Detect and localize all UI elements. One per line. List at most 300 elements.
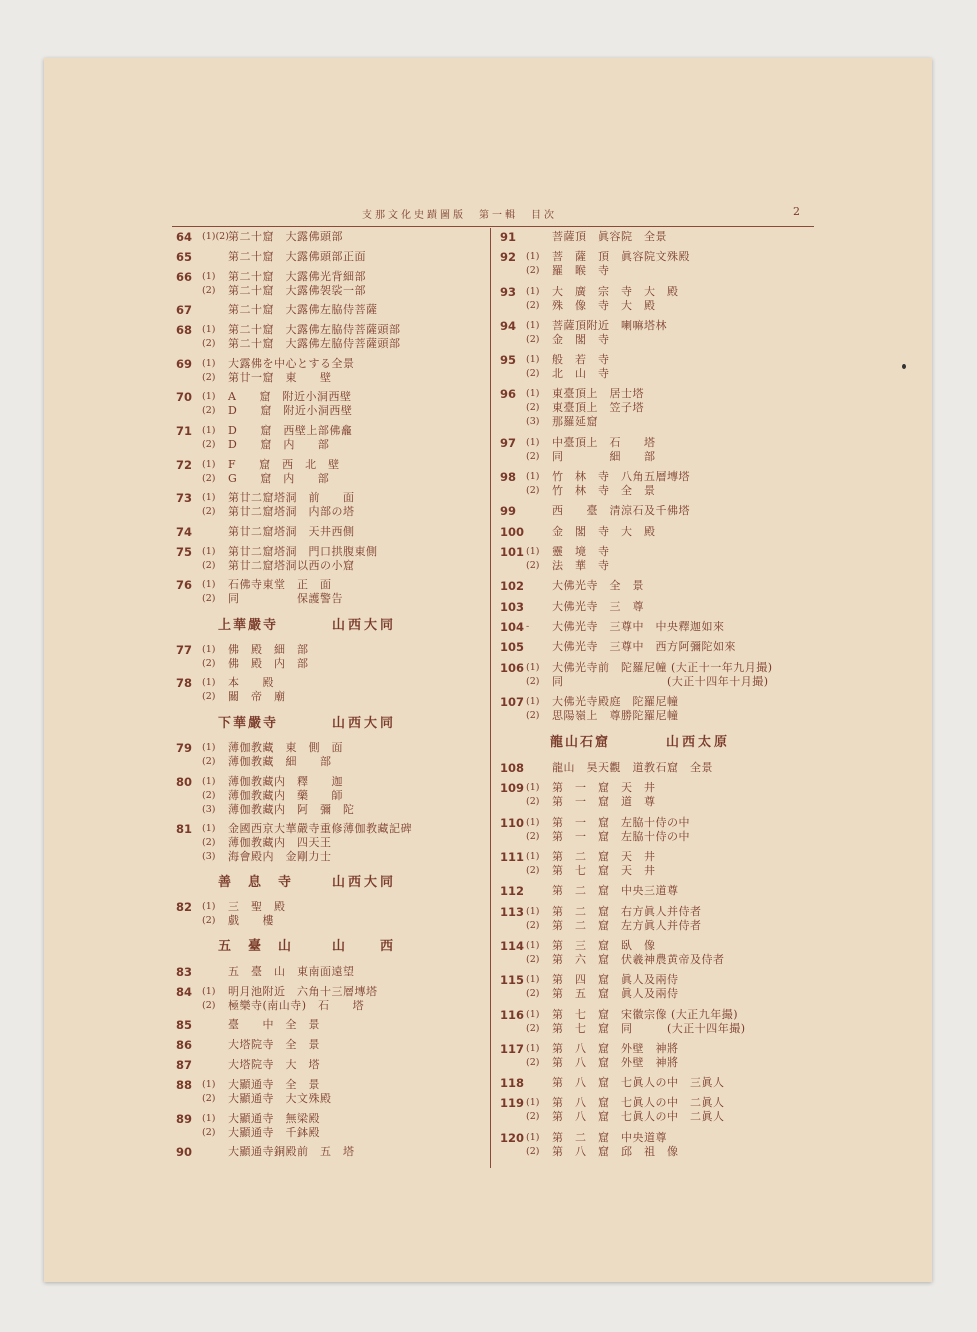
sub-index: (2) bbox=[202, 593, 216, 605]
column-divider bbox=[490, 228, 491, 1168]
sub-index: (2) bbox=[202, 657, 216, 669]
sub-index: (1) bbox=[202, 1078, 216, 1090]
catalogue-entry bbox=[172, 1112, 488, 1140]
plate-number: 109 bbox=[500, 781, 525, 796]
entry-text: 第 七 窟 宋徽宗像 (大正九年撮) bbox=[552, 1007, 739, 1021]
entry-text: 極樂寺(南山寺) 石 塔 bbox=[228, 998, 365, 1012]
catalogue-entry bbox=[496, 695, 816, 723]
entry-text: 大佛光寺 三 尊 bbox=[552, 599, 644, 613]
sub-index: (2) bbox=[202, 789, 216, 801]
sub-index: (1) bbox=[202, 357, 216, 369]
entry-text: 大塔院寺 大 塔 bbox=[228, 1058, 320, 1072]
entry-line bbox=[496, 919, 816, 933]
sub-index: (3) bbox=[202, 803, 216, 815]
entry-text: 薄伽教藏内 釋 迦 bbox=[228, 774, 343, 788]
sub-index: (3) bbox=[202, 850, 216, 862]
section-heading-name: 善 息 寺 bbox=[218, 874, 294, 890]
entry-line bbox=[172, 836, 488, 850]
section-heading bbox=[172, 937, 488, 957]
sub-index: (1) bbox=[202, 901, 216, 912]
entry-line bbox=[496, 1110, 816, 1124]
entry-line bbox=[496, 1008, 816, 1022]
sub-index: (2) bbox=[202, 691, 216, 703]
entry-text: 第 七 窟 天 井 bbox=[552, 864, 656, 878]
catalogue-entry bbox=[172, 1078, 488, 1106]
catalogue-entry bbox=[496, 781, 816, 809]
plate-number: 67 bbox=[176, 303, 193, 318]
entry-line bbox=[172, 472, 488, 486]
entry-text: 第 一 窟 道 尊 bbox=[552, 795, 656, 809]
sub-index: (2) bbox=[526, 830, 540, 842]
plate-number: 110 bbox=[500, 815, 525, 830]
entry-text: 第 一 窟 左脇十侍の中 bbox=[552, 829, 690, 843]
plate-number: 72 bbox=[176, 457, 193, 472]
entry-line bbox=[172, 1126, 488, 1140]
sub-index: (2) bbox=[526, 988, 540, 1000]
entry-line bbox=[172, 775, 488, 789]
plate-number: 73 bbox=[176, 491, 193, 506]
plate-number: 100 bbox=[500, 524, 525, 539]
entry-line bbox=[172, 1058, 488, 1072]
entry-text: 殊 像 寺 大 殿 bbox=[552, 298, 656, 312]
entry-line bbox=[172, 545, 488, 559]
entry-text: 第 五 窟 眞人及兩侍 bbox=[552, 987, 679, 1001]
plate-number: 111 bbox=[500, 850, 525, 865]
catalogue-entry bbox=[496, 545, 816, 573]
entry-line bbox=[496, 1131, 816, 1145]
sub-index: (2) bbox=[526, 1056, 540, 1068]
sub-index: (1) bbox=[526, 545, 540, 557]
entry-line bbox=[496, 401, 816, 415]
plate-number: 108 bbox=[500, 761, 525, 776]
entry-text: 第廿二窟塔洞 天井西側 bbox=[228, 524, 355, 538]
entry-text: 第二十窟 大露佛光背細部 bbox=[228, 269, 366, 283]
entry-line bbox=[496, 600, 816, 614]
sub-index: (1) bbox=[526, 696, 540, 708]
sub-index: (2) bbox=[526, 796, 540, 808]
plate-number: 66 bbox=[176, 269, 193, 284]
section-heading bbox=[172, 714, 488, 734]
entry-line bbox=[496, 640, 816, 654]
entry-line bbox=[172, 250, 488, 264]
entry-line bbox=[172, 676, 488, 690]
entry-line bbox=[172, 323, 488, 337]
sub-index: (1) bbox=[202, 1112, 216, 1124]
catalogue-entry bbox=[172, 230, 488, 244]
sub-index: (2) bbox=[526, 1111, 540, 1123]
entry-text: 西 臺 清涼石及千佛塔 bbox=[552, 504, 690, 518]
catalogue-entry bbox=[496, 525, 816, 539]
sub-index: (1) bbox=[202, 985, 216, 997]
entry-line bbox=[172, 999, 488, 1013]
catalogue-entry bbox=[496, 230, 816, 244]
plate-number: 104 bbox=[500, 619, 525, 634]
entry-line bbox=[172, 900, 488, 914]
entry-line bbox=[172, 789, 488, 803]
plate-number: 102 bbox=[500, 579, 525, 594]
sub-index: (1) bbox=[526, 388, 540, 400]
sub-index: (1) bbox=[202, 458, 216, 470]
entry-text: 第廿二窟塔洞 前 面 bbox=[228, 491, 355, 505]
entry-text: 薄伽教藏内 阿 彌 陀 bbox=[228, 802, 355, 816]
catalogue-entry bbox=[496, 504, 816, 518]
plate-number: 81 bbox=[176, 821, 193, 836]
plate-number: 97 bbox=[500, 435, 517, 450]
entry-text: 第 七 窟 同 (大正十四年撮) bbox=[552, 1021, 746, 1035]
entry-text: 第廿二窟塔洞 内部の塔 bbox=[228, 505, 355, 519]
entry-line bbox=[496, 230, 816, 244]
entry-text: 五 臺 山 東南面遠望 bbox=[228, 964, 355, 978]
section-heading-location: 山西大同 bbox=[332, 715, 397, 731]
entry-text: 第二十窟 大露佛左脇侍菩薩 bbox=[228, 303, 378, 317]
sub-index: (2) bbox=[202, 439, 216, 450]
entry-text: 本 殿 bbox=[228, 676, 274, 690]
entry-line bbox=[496, 973, 816, 987]
entry-line bbox=[496, 939, 816, 953]
entry-line bbox=[496, 319, 816, 333]
entry-text: 大塔院寺 全 景 bbox=[228, 1038, 320, 1052]
entry-line bbox=[496, 387, 816, 401]
entry-line bbox=[172, 755, 488, 769]
plate-number: 115 bbox=[500, 973, 525, 988]
sub-index: - bbox=[526, 620, 530, 632]
sub-index: (2) bbox=[202, 338, 216, 350]
entry-line bbox=[496, 545, 816, 559]
entry-text: 第廿二窟塔洞 門口拱腹東側 bbox=[228, 544, 378, 558]
sub-index: (2) bbox=[526, 559, 540, 571]
entry-text: 第二十窟 大露佛頭部 bbox=[228, 230, 343, 243]
plate-number: 94 bbox=[500, 318, 517, 333]
entry-line bbox=[496, 1056, 816, 1070]
entry-line bbox=[172, 965, 488, 979]
entry-text: 海會殿内 金剛力士 bbox=[228, 849, 332, 863]
plate-number: 84 bbox=[176, 984, 193, 999]
plate-number: 101 bbox=[500, 544, 525, 559]
entry-text: 北 山 寺 bbox=[552, 367, 610, 381]
entry-text: 大顯通寺 大文殊殿 bbox=[228, 1091, 332, 1105]
entry-text: 大佛光寺 三尊中 西方阿彌陀如來 bbox=[552, 640, 736, 654]
sub-index: (1) bbox=[526, 354, 540, 366]
plate-number: 65 bbox=[176, 249, 193, 264]
catalogue-entry bbox=[172, 1018, 488, 1032]
entry-line bbox=[172, 270, 488, 284]
entry-text: 竹 林 寺 八角五層塼塔 bbox=[552, 469, 690, 483]
catalogue-entry bbox=[172, 822, 488, 864]
sub-index: (1) bbox=[202, 391, 216, 403]
catalogue-entry bbox=[172, 1038, 488, 1052]
plate-number: 98 bbox=[500, 469, 517, 484]
sub-index: (1) bbox=[202, 677, 216, 689]
plate-number: 107 bbox=[500, 695, 525, 710]
sub-index: (2) bbox=[526, 919, 540, 931]
entry-line bbox=[496, 250, 816, 264]
sub-index: (1) bbox=[202, 545, 216, 557]
sub-index: (2) bbox=[526, 865, 540, 877]
sub-index: (1) bbox=[526, 661, 540, 673]
catalogue-entry bbox=[172, 270, 488, 298]
entry-line bbox=[496, 415, 816, 429]
entry-line bbox=[496, 830, 816, 844]
sub-index: (1) bbox=[526, 905, 540, 917]
entry-text: D 窟 西壁上部佛龕 bbox=[228, 424, 353, 437]
entry-line bbox=[172, 424, 488, 438]
entry-line bbox=[172, 390, 488, 404]
entry-text: 大 廣 宗 寺 大 殿 bbox=[552, 284, 679, 298]
entry-line bbox=[172, 337, 488, 351]
plate-number: 68 bbox=[176, 323, 193, 338]
catalogue-entry bbox=[172, 900, 488, 928]
entry-line bbox=[172, 1018, 488, 1032]
sub-index: (2) bbox=[526, 333, 540, 345]
entry-text: 同 保護警告 bbox=[228, 592, 343, 606]
entry-text: 第 八 窟 外壁 神將 bbox=[552, 1041, 679, 1055]
plate-number: 117 bbox=[500, 1041, 525, 1056]
entry-line bbox=[172, 525, 488, 539]
entry-line bbox=[172, 578, 488, 592]
catalogue-entry bbox=[496, 973, 816, 1001]
plate-number: 95 bbox=[500, 353, 517, 368]
entry-text: 中臺頂上 石 塔 bbox=[552, 435, 656, 449]
catalogue-entry bbox=[172, 676, 488, 704]
plate-number: 85 bbox=[176, 1018, 193, 1033]
entry-text: A 窟 附近小洞西壁 bbox=[228, 390, 352, 404]
catalogue-entry bbox=[496, 850, 816, 878]
sub-index: (1) bbox=[526, 1131, 540, 1143]
entry-line bbox=[496, 504, 816, 518]
plate-number: 114 bbox=[500, 938, 525, 953]
entry-line bbox=[172, 822, 488, 836]
catalogue-entry bbox=[496, 470, 816, 498]
catalogue-entry bbox=[172, 323, 488, 351]
page-header bbox=[172, 198, 814, 227]
entry-text: 大佛光寺 三尊中 中央釋迦如來 bbox=[552, 619, 725, 633]
entry-text: 大顯通寺銅殿前 五 塔 bbox=[228, 1145, 355, 1159]
entry-text: 大露佛を中心とする全景 bbox=[228, 356, 355, 370]
sub-index: (2) bbox=[526, 450, 540, 462]
entry-text: 龍山 昊天觀 道教石窟 全景 bbox=[552, 761, 713, 775]
sub-index: (2) bbox=[526, 1022, 540, 1034]
entry-text: 東臺頂上 居士塔 bbox=[552, 387, 644, 401]
sub-index: (1) bbox=[526, 851, 540, 863]
entry-line bbox=[172, 371, 488, 385]
sub-index: (1) bbox=[526, 285, 540, 297]
entry-line bbox=[172, 1145, 488, 1159]
catalogue-entry bbox=[496, 353, 816, 381]
entry-text: 薄伽教藏内 四天王 bbox=[228, 835, 332, 849]
entry-text: 第 二 窟 左方眞人并侍者 bbox=[552, 918, 702, 932]
entry-line bbox=[496, 884, 816, 898]
entry-line bbox=[172, 303, 488, 317]
entry-text: 金 閣 寺 大 殿 bbox=[552, 524, 656, 538]
entry-text: 金國西京大華嚴寺重修薄伽教藏記碑 bbox=[228, 821, 412, 835]
entry-line bbox=[496, 709, 816, 723]
entry-line bbox=[496, 450, 816, 464]
sub-index: (1) bbox=[202, 492, 216, 504]
entry-text: 第廿一窟 東 壁 bbox=[228, 370, 332, 384]
plate-number: 91 bbox=[500, 230, 517, 244]
plate-number: 93 bbox=[500, 284, 517, 299]
entry-line bbox=[172, 914, 488, 928]
entry-line bbox=[496, 816, 816, 830]
section-heading bbox=[172, 616, 488, 636]
entry-line bbox=[172, 690, 488, 704]
catalogue-entry bbox=[496, 1096, 816, 1124]
section-heading bbox=[172, 873, 488, 893]
entry-line bbox=[172, 643, 488, 657]
plate-number: 105 bbox=[500, 640, 525, 655]
section-heading-name: 五 臺 山 bbox=[218, 939, 294, 955]
plate-number: 76 bbox=[176, 578, 193, 593]
plate-number: 118 bbox=[500, 1076, 525, 1091]
entry-text: 第 六 窟 伏羲神農黄帝及侍者 bbox=[552, 952, 725, 966]
entry-text: D 窟 附近小洞西壁 bbox=[228, 404, 353, 418]
entry-line bbox=[172, 1078, 488, 1092]
catalogue-entry bbox=[496, 1042, 816, 1070]
entry-text: 法 華 寺 bbox=[552, 558, 610, 572]
entry-line bbox=[496, 333, 816, 347]
sub-index: (1) bbox=[202, 425, 216, 436]
sub-index: (1) bbox=[526, 470, 540, 482]
entry-text: 般 若 寺 bbox=[552, 353, 610, 367]
plate-number: 78 bbox=[176, 676, 193, 691]
entry-text: 大顯通寺 全 景 bbox=[228, 1077, 320, 1091]
sub-index: (2) bbox=[202, 371, 216, 383]
entry-line bbox=[496, 661, 816, 675]
entry-text: 第 四 窟 眞人及兩侍 bbox=[552, 973, 679, 987]
entry-line bbox=[496, 264, 816, 278]
entry-line bbox=[496, 579, 816, 593]
catalogue-entry bbox=[172, 250, 488, 264]
plate-number: 71 bbox=[176, 424, 193, 438]
entry-text: G 窟 内 部 bbox=[228, 471, 330, 485]
catalogue-entry bbox=[172, 525, 488, 539]
entry-line bbox=[172, 1092, 488, 1106]
plate-number: 96 bbox=[500, 387, 517, 402]
section-heading-name: 龍山石窟 bbox=[550, 735, 611, 751]
entry-text: 竹 林 寺 全 景 bbox=[552, 483, 656, 497]
sub-index: (1) bbox=[202, 270, 216, 282]
entry-text: 三 聖 殿 bbox=[228, 900, 286, 913]
catalogue-entry bbox=[496, 1076, 816, 1090]
entry-line bbox=[172, 850, 488, 864]
sub-index: (2) bbox=[202, 506, 216, 518]
entry-line bbox=[496, 675, 816, 689]
plate-number: 88 bbox=[176, 1077, 193, 1092]
page-number: 2 bbox=[793, 205, 800, 218]
entry-text: 大佛光寺殿庭 陀羅尼幢 bbox=[552, 695, 679, 709]
plate-number: 112 bbox=[500, 884, 525, 899]
catalogue-entry bbox=[496, 1131, 816, 1159]
catalogue-entry bbox=[172, 578, 488, 606]
entry-line bbox=[496, 367, 816, 381]
entry-line bbox=[172, 357, 488, 371]
sub-index: (2) bbox=[526, 675, 540, 687]
entry-text: F 窟 西 北 壁 bbox=[228, 457, 340, 471]
entry-line bbox=[172, 284, 488, 298]
entry-line bbox=[496, 525, 816, 539]
entry-line bbox=[496, 695, 816, 709]
catalogue-entry bbox=[172, 985, 488, 1013]
catalogue-entry bbox=[496, 436, 816, 464]
sub-index: (2) bbox=[526, 265, 540, 277]
section-heading-name: 上華嚴寺 bbox=[218, 617, 279, 633]
section-heading-location: 山 西 bbox=[332, 939, 397, 955]
catalogue-entry bbox=[172, 643, 488, 671]
entry-text: 大顯通寺 無梁殿 bbox=[228, 1111, 320, 1125]
header-title: 支那文化史蹟圖版 第一輯 目次 bbox=[362, 210, 557, 221]
entry-line bbox=[172, 559, 488, 573]
sub-index: (2) bbox=[526, 484, 540, 496]
entry-text: 第 八 窟 七眞人の中 三眞人 bbox=[552, 1076, 725, 1090]
sub-index: (1) bbox=[202, 742, 216, 754]
catalogue-entry bbox=[496, 905, 816, 933]
sub-index: (2) bbox=[202, 472, 216, 484]
entry-line bbox=[496, 470, 816, 484]
entry-text: 羅 睺 寺 bbox=[552, 264, 610, 278]
sub-index: (1) bbox=[202, 822, 216, 834]
section-heading-location: 山西大同 bbox=[332, 874, 397, 890]
entry-text: 第 一 窟 天 井 bbox=[552, 781, 656, 795]
catalogue-entry bbox=[496, 761, 816, 775]
catalogue-entry bbox=[496, 620, 816, 634]
entry-line bbox=[496, 953, 816, 967]
entry-line bbox=[496, 987, 816, 1001]
sub-index: (2) bbox=[202, 405, 216, 417]
entry-line bbox=[496, 1096, 816, 1110]
sub-index: (1) bbox=[526, 816, 540, 828]
plate-number: 90 bbox=[176, 1145, 193, 1160]
entry-line bbox=[172, 741, 488, 755]
plate-number: 77 bbox=[176, 642, 193, 657]
catalogue-entry bbox=[172, 965, 488, 979]
sub-index: (2) bbox=[202, 915, 216, 926]
entry-line bbox=[172, 230, 488, 244]
entry-line bbox=[496, 299, 816, 313]
entry-text: 第 八 窟 外壁 神將 bbox=[552, 1055, 679, 1069]
entry-line bbox=[172, 404, 488, 418]
entry-text: 金 閣 寺 bbox=[552, 332, 610, 346]
entry-text: 佛 殿 内 部 bbox=[228, 656, 309, 670]
entry-text: 菩 薩 頂 眞容院文殊殿 bbox=[552, 250, 690, 264]
entry-text: 第 二 窟 右方眞人并侍者 bbox=[552, 904, 702, 918]
plate-number: 86 bbox=[176, 1038, 193, 1053]
entry-text: 明月池附近 六角十三層塼塔 bbox=[228, 984, 378, 998]
entry-line bbox=[496, 484, 816, 498]
entry-text: 第 一 窟 左脇十侍の中 bbox=[552, 815, 690, 829]
plate-number: 113 bbox=[500, 904, 525, 919]
entry-line bbox=[172, 803, 488, 817]
plate-number: 106 bbox=[500, 660, 525, 675]
plate-number: 80 bbox=[176, 774, 193, 789]
sub-index: (2) bbox=[526, 402, 540, 414]
sub-index: (1) bbox=[526, 319, 540, 331]
sub-index: (1) bbox=[526, 939, 540, 951]
plate-number: 119 bbox=[500, 1096, 525, 1111]
sub-index: (2) bbox=[202, 284, 216, 296]
catalogue-entry bbox=[172, 775, 488, 817]
catalogue-entry bbox=[496, 579, 816, 593]
plate-number: 64 bbox=[176, 230, 193, 244]
entry-text: 靈 境 寺 bbox=[552, 544, 610, 558]
plate-number: 87 bbox=[176, 1058, 193, 1073]
plate-number: 89 bbox=[176, 1111, 193, 1126]
entry-text: 那羅延窟 bbox=[552, 415, 598, 429]
plate-number: 75 bbox=[176, 544, 193, 559]
catalogue-entry bbox=[496, 640, 816, 654]
entry-text: 薄伽教藏内 藥 師 bbox=[228, 788, 343, 802]
sub-index: (2) bbox=[202, 999, 216, 1011]
entry-text: 大顯通寺 千鉢殿 bbox=[228, 1125, 320, 1139]
